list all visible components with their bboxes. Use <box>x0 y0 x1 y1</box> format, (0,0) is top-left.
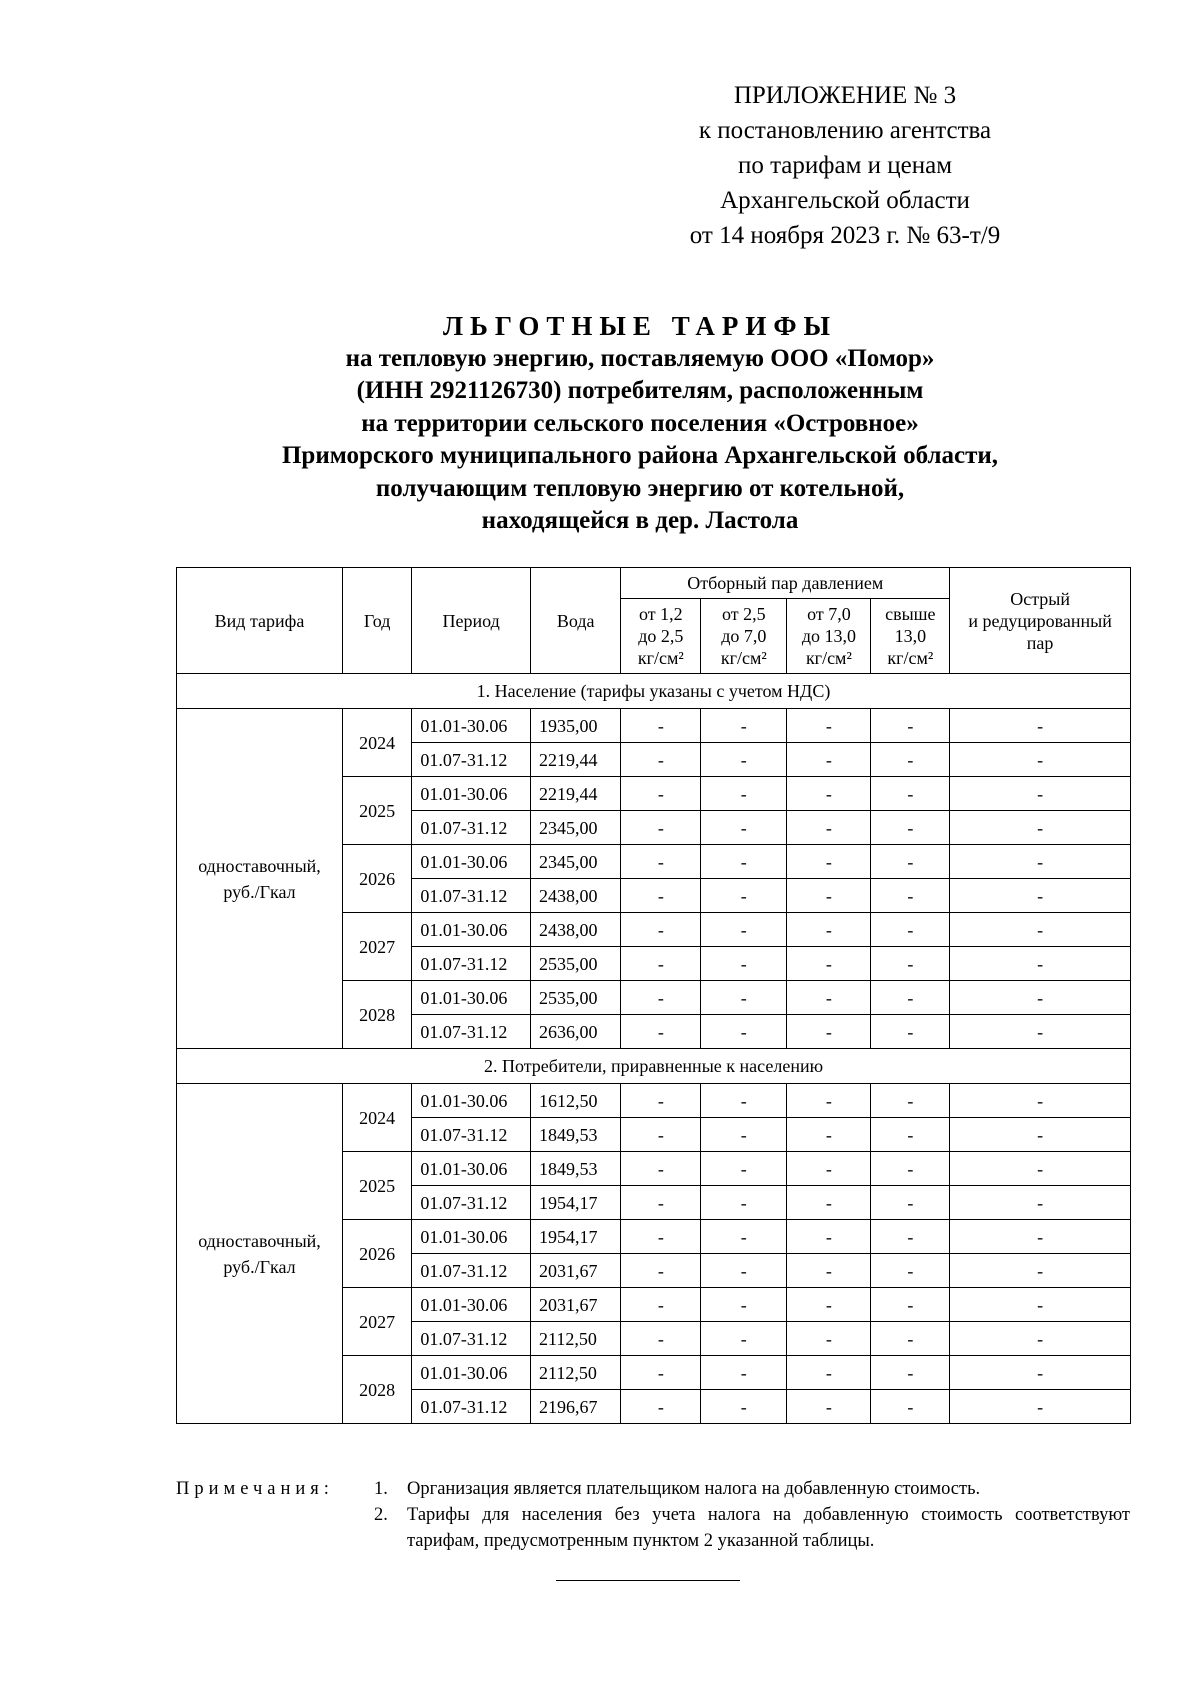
steam-tariff-cell: - <box>787 1220 871 1254</box>
sharp-steam-cell: - <box>950 947 1131 981</box>
document-title <box>160 310 1120 538</box>
title-line: находящейся в дер. Ластола <box>481 507 799 534</box>
period-cell: 01.01-30.06 <box>412 1288 531 1322</box>
sharp-steam-cell: - <box>950 1254 1131 1288</box>
steam-tariff-cell: - <box>621 1084 701 1118</box>
steam-tariff-cell: - <box>787 743 871 777</box>
sharp-steam-cell: - <box>950 1356 1131 1390</box>
header-steam-line: 13,0 <box>894 626 927 646</box>
period-cell: 01.07-31.12 <box>412 1186 531 1220</box>
tariff-kind-line: руб./Гкал <box>223 881 296 902</box>
steam-tariff-cell: - <box>621 947 701 981</box>
notes-label: Примечания: <box>176 1479 334 1499</box>
steam-tariff-cell: - <box>701 811 787 845</box>
steam-tariff-cell: - <box>621 1322 701 1356</box>
sharp-steam-cell: - <box>950 1015 1131 1049</box>
water-tariff-cell: 2636,00 <box>531 1015 621 1049</box>
note-number: 2. <box>374 1505 388 1525</box>
tariff-kind-line: руб./Гкал <box>223 1256 296 1277</box>
water-tariff-cell: 1849,53 <box>531 1118 621 1152</box>
note-number: 1. <box>374 1479 388 1499</box>
note-text: Организация является плательщиком налога на добавленную стоимость. <box>407 1479 981 1499</box>
tariff-table <box>176 567 1131 1424</box>
period-cell: 01.07-31.12 <box>412 743 531 777</box>
period-cell: 01.07-31.12 <box>412 1015 531 1049</box>
steam-tariff-cell: - <box>871 845 950 879</box>
steam-tariff-cell: - <box>871 1288 950 1322</box>
section-row <box>177 674 1131 709</box>
steam-tariff-cell: - <box>871 709 950 743</box>
steam-tariff-cell: - <box>701 709 787 743</box>
steam-tariff-cell: - <box>621 845 701 879</box>
header-steam-line: от 2,5 <box>721 604 766 624</box>
steam-tariff-cell: - <box>621 1254 701 1288</box>
header-steam-line: от 7,0 <box>807 604 851 624</box>
sharp-steam-cell: - <box>950 811 1131 845</box>
water-tariff-cell: 2031,67 <box>531 1254 621 1288</box>
note-item <box>374 1476 1130 1502</box>
year-cell: 2026 <box>343 1220 412 1288</box>
steam-tariff-cell: - <box>787 1390 871 1424</box>
steam-tariff-cell: - <box>621 1390 701 1424</box>
header-steam-line: кг/см² <box>805 648 852 668</box>
period-cell: 01.01-30.06 <box>412 1356 531 1390</box>
steam-tariff-cell: - <box>787 981 871 1015</box>
steam-tariff-cell: - <box>701 1015 787 1049</box>
steam-tariff-cell: - <box>701 845 787 879</box>
appendix-line: по тарифам и ценам <box>737 152 953 179</box>
appendix-block <box>640 78 1050 253</box>
appendix-line: Архангельской области <box>720 187 970 214</box>
sharp-steam-cell: - <box>950 981 1131 1015</box>
steam-tariff-cell: - <box>701 1322 787 1356</box>
period-cell: 01.01-30.06 <box>412 777 531 811</box>
period-cell: 01.01-30.06 <box>412 709 531 743</box>
header-steam-group: Отборный пар давлением <box>621 568 950 599</box>
steam-tariff-cell: - <box>701 947 787 981</box>
steam-tariff-cell: - <box>621 913 701 947</box>
steam-tariff-cell: - <box>701 1356 787 1390</box>
end-divider <box>556 1580 740 1581</box>
steam-tariff-cell: - <box>787 811 871 845</box>
tariff-kind-cell <box>177 709 343 1049</box>
header-steam-line: от 1,2 <box>638 604 683 624</box>
steam-tariff-cell: - <box>787 777 871 811</box>
steam-tariff-cell: - <box>701 1254 787 1288</box>
year-cell: 2027 <box>343 1288 412 1356</box>
steam-tariff-cell: - <box>701 743 787 777</box>
steam-tariff-cell: - <box>871 811 950 845</box>
appendix-line: ПРИЛОЖЕНИЕ № 3 <box>733 82 957 109</box>
water-tariff-cell: 2219,44 <box>531 777 621 811</box>
header-kind: Вид тарифа <box>177 568 343 674</box>
steam-tariff-cell: - <box>871 1254 950 1288</box>
tariff-table-body <box>177 674 1131 1424</box>
steam-tariff-cell: - <box>871 1152 950 1186</box>
header-period: Период <box>412 568 531 674</box>
steam-tariff-cell: - <box>787 1084 871 1118</box>
header-steam-line: кг/см² <box>637 648 684 668</box>
period-cell: 01.01-30.06 <box>412 913 531 947</box>
tariff-kind-cell <box>177 1084 343 1424</box>
year-cell: 2024 <box>343 1084 412 1152</box>
water-tariff-cell: 2031,67 <box>531 1288 621 1322</box>
steam-tariff-cell: - <box>787 1015 871 1049</box>
steam-tariff-cell: - <box>701 913 787 947</box>
steam-tariff-cell: - <box>701 1390 787 1424</box>
steam-tariff-cell: - <box>871 1186 950 1220</box>
steam-tariff-cell: - <box>701 1220 787 1254</box>
table-row <box>177 1084 1131 1118</box>
steam-tariff-cell: - <box>621 1288 701 1322</box>
header-sharp-line: пар <box>1026 632 1054 653</box>
sharp-steam-cell: - <box>950 1390 1131 1424</box>
steam-tariff-cell: - <box>871 1015 950 1049</box>
steam-tariff-cell: - <box>787 845 871 879</box>
section-title: 1. Население (тарифы указаны с учетом НДС) <box>177 674 1131 709</box>
steam-tariff-cell: - <box>787 1356 871 1390</box>
steam-tariff-cell: - <box>871 879 950 913</box>
sharp-steam-cell: - <box>950 1186 1131 1220</box>
water-tariff-cell: 1954,17 <box>531 1186 621 1220</box>
header-steam-line: кг/см² <box>720 648 767 668</box>
water-tariff-cell: 1849,53 <box>531 1152 621 1186</box>
steam-tariff-cell: - <box>871 947 950 981</box>
steam-tariff-cell: - <box>787 709 871 743</box>
steam-tariff-cell: - <box>787 1288 871 1322</box>
title-line: на территории сельского поселения «Островное» <box>361 409 919 437</box>
steam-tariff-cell: - <box>701 981 787 1015</box>
appendix-line: от 14 ноября 2023 г. № 63-т/9 <box>689 222 1001 249</box>
title-line: получающим тепловую энергию от котельной, <box>375 474 905 502</box>
water-tariff-cell: 2345,00 <box>531 811 621 845</box>
year-cell: 2028 <box>343 981 412 1049</box>
steam-tariff-cell: - <box>871 1356 950 1390</box>
water-tariff-cell: 2112,50 <box>531 1356 621 1390</box>
period-cell: 01.07-31.12 <box>412 879 531 913</box>
steam-tariff-cell: - <box>621 1220 701 1254</box>
steam-tariff-cell: - <box>787 1254 871 1288</box>
steam-tariff-cell: - <box>621 743 701 777</box>
steam-tariff-cell: - <box>621 1015 701 1049</box>
note-text: Тарифы для населения без учета налога на добавленную стоимость соответствуют тарифам, предусмотренным пунктом 2 указанной таблицы. <box>407 1505 1130 1551</box>
steam-tariff-cell: - <box>871 1322 950 1356</box>
period-cell: 01.07-31.12 <box>412 1118 531 1152</box>
title-line: (ИНН 2921126730) потребителям, расположенным <box>356 377 924 404</box>
steam-tariff-cell: - <box>701 879 787 913</box>
year-cell: 2027 <box>343 913 412 981</box>
period-cell: 01.07-31.12 <box>412 811 531 845</box>
title-main: ЛЬГОТНЫЕ ТАРИФЫ <box>442 311 838 341</box>
steam-tariff-cell: - <box>871 743 950 777</box>
steam-tariff-cell: - <box>871 1220 950 1254</box>
appendix-line: к постановлению агентства <box>698 117 992 144</box>
header-steam-2 <box>701 599 787 674</box>
header-sharp-line: и редуцированный <box>968 610 1112 631</box>
steam-tariff-cell: - <box>787 879 871 913</box>
header-water: Вода <box>531 568 621 674</box>
header-steam-1 <box>621 599 701 674</box>
steam-tariff-cell: - <box>701 1084 787 1118</box>
sharp-steam-cell: - <box>950 743 1131 777</box>
table-row <box>177 709 1131 743</box>
header-sharp-steam <box>950 568 1131 674</box>
period-cell: 01.01-30.06 <box>412 1220 531 1254</box>
header-steam-line: до 2,5 <box>638 626 684 646</box>
water-tariff-cell: 2438,00 <box>531 879 621 913</box>
steam-tariff-cell: - <box>787 1152 871 1186</box>
sharp-steam-cell: - <box>950 709 1131 743</box>
steam-tariff-cell: - <box>787 947 871 981</box>
steam-tariff-cell: - <box>701 1288 787 1322</box>
period-cell: 01.01-30.06 <box>412 981 531 1015</box>
water-tariff-cell: 2535,00 <box>531 947 621 981</box>
steam-tariff-cell: - <box>701 1186 787 1220</box>
notes-list <box>374 1476 1130 1554</box>
steam-tariff-cell: - <box>871 1084 950 1118</box>
steam-tariff-cell: - <box>701 1118 787 1152</box>
steam-tariff-cell: - <box>621 709 701 743</box>
year-cell: 2028 <box>343 1356 412 1424</box>
steam-tariff-cell: - <box>701 777 787 811</box>
water-tariff-cell: 1935,00 <box>531 709 621 743</box>
water-tariff-cell: 2219,44 <box>531 743 621 777</box>
header-steam-line: кг/см² <box>887 648 934 668</box>
steam-tariff-cell: - <box>871 913 950 947</box>
sharp-steam-cell: - <box>950 1322 1131 1356</box>
period-cell: 01.07-31.12 <box>412 947 531 981</box>
period-cell: 01.01-30.06 <box>412 1084 531 1118</box>
year-cell: 2026 <box>343 845 412 913</box>
year-cell: 2025 <box>343 1152 412 1220</box>
steam-tariff-cell: - <box>621 1356 701 1390</box>
title-line: на тепловую энергию, поставляемую ООО «Помор» <box>345 344 935 372</box>
tariff-kind-line: одноставочный, <box>198 1230 321 1251</box>
tariff-kind-line: одноставочный, <box>198 855 321 876</box>
steam-tariff-cell: - <box>871 777 950 811</box>
water-tariff-cell: 2535,00 <box>531 981 621 1015</box>
year-cell: 2025 <box>343 777 412 845</box>
steam-tariff-cell: - <box>871 1390 950 1424</box>
header-steam-3 <box>787 599 871 674</box>
header-year: Год <box>343 568 412 674</box>
note-item <box>374 1502 1130 1554</box>
steam-tariff-cell: - <box>871 1118 950 1152</box>
steam-tariff-cell: - <box>701 1152 787 1186</box>
year-cell: 2024 <box>343 709 412 777</box>
sharp-steam-cell: - <box>950 1084 1131 1118</box>
steam-tariff-cell: - <box>787 1118 871 1152</box>
section-title: 2. Потребители, приравненные к населению <box>177 1049 1131 1084</box>
water-tariff-cell: 1612,50 <box>531 1084 621 1118</box>
steam-tariff-cell: - <box>621 879 701 913</box>
section-row <box>177 1049 1131 1084</box>
header-sharp-line: Острый <box>1010 588 1071 609</box>
sharp-steam-cell: - <box>950 1152 1131 1186</box>
period-cell: 01.07-31.12 <box>412 1390 531 1424</box>
period-cell: 01.01-30.06 <box>412 1152 531 1186</box>
water-tariff-cell: 2345,00 <box>531 845 621 879</box>
title-line: Приморского муниципального района Архангельской области, <box>281 442 999 469</box>
sharp-steam-cell: - <box>950 1220 1131 1254</box>
header-steam-line: до 7,0 <box>721 626 767 646</box>
period-cell: 01.07-31.12 <box>412 1322 531 1356</box>
sharp-steam-cell: - <box>950 1288 1131 1322</box>
water-tariff-cell: 2112,50 <box>531 1322 621 1356</box>
sharp-steam-cell: - <box>950 845 1131 879</box>
header-steam-line: до 13,0 <box>801 626 856 646</box>
sharp-steam-cell: - <box>950 777 1131 811</box>
period-cell: 01.07-31.12 <box>412 1254 531 1288</box>
steam-tariff-cell: - <box>621 1118 701 1152</box>
steam-tariff-cell: - <box>621 811 701 845</box>
water-tariff-cell: 2438,00 <box>531 913 621 947</box>
steam-tariff-cell: - <box>621 981 701 1015</box>
steam-tariff-cell: - <box>787 1186 871 1220</box>
sharp-steam-cell: - <box>950 879 1131 913</box>
period-cell: 01.01-30.06 <box>412 845 531 879</box>
steam-tariff-cell: - <box>787 913 871 947</box>
water-tariff-cell: 2196,67 <box>531 1390 621 1424</box>
steam-tariff-cell: - <box>621 1186 701 1220</box>
sharp-steam-cell: - <box>950 1118 1131 1152</box>
steam-tariff-cell: - <box>621 1152 701 1186</box>
steam-tariff-cell: - <box>871 981 950 1015</box>
steam-tariff-cell: - <box>621 777 701 811</box>
header-steam-4 <box>871 599 950 674</box>
sharp-steam-cell: - <box>950 913 1131 947</box>
water-tariff-cell: 1954,17 <box>531 1220 621 1254</box>
steam-tariff-cell: - <box>787 1322 871 1356</box>
header-steam-line: свыше <box>885 604 936 624</box>
